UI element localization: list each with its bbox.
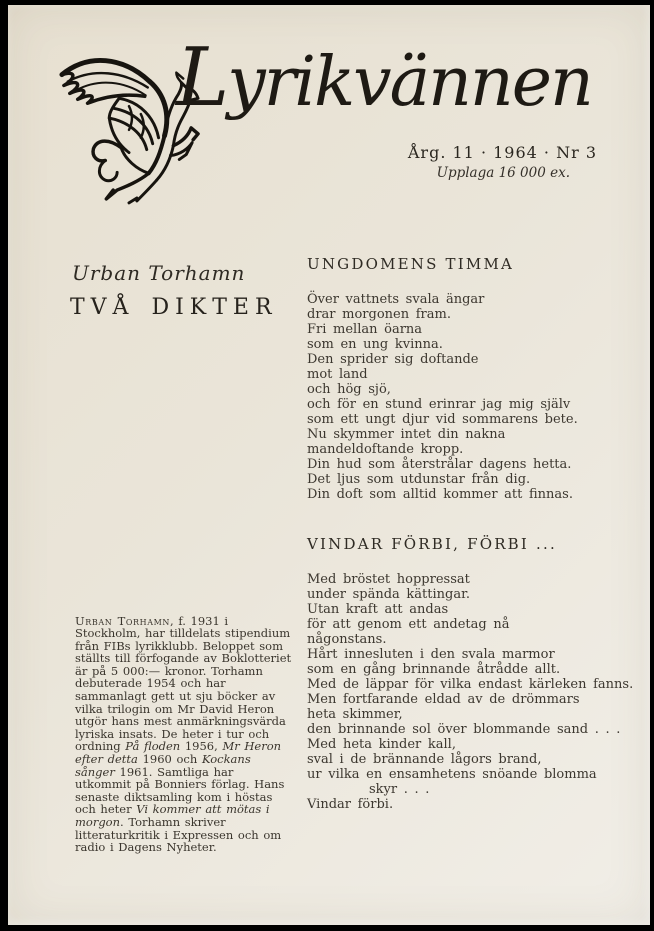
poem-line: som en gång brinnande åtrådde allt. xyxy=(307,662,561,677)
poem-line: någonstans. xyxy=(307,632,387,647)
bio-run: Mr Heron efter detta xyxy=(75,739,282,767)
bio-run: 1960 och xyxy=(137,752,202,767)
poem-line: Hårt innesluten i den svala marmor xyxy=(307,647,555,662)
poem-title: UNGDOMENS TIMMA xyxy=(307,255,515,273)
poem-line: mandeldoftande kropp. xyxy=(307,442,464,457)
poem-line: Det ljus som utdunstar från dig. xyxy=(307,472,531,487)
bio-run: 1956, xyxy=(180,739,223,754)
poem-line: den brinnande sol över blommande sand . . . xyxy=(307,722,621,737)
poem-line: ur vilka en ensamhetens snöande blomma xyxy=(307,767,597,782)
poem-line: under spända kättingar. xyxy=(307,587,471,602)
poem-line: Med bröstet hoppressat xyxy=(307,572,470,587)
poem-line: heta skimmer, xyxy=(307,707,403,722)
bio-run: . Torhamn skriver litteraturkritik i Expressen och om radio i Dagens Nyheter. xyxy=(75,815,282,855)
author-name: Urban Torhamn xyxy=(72,261,246,285)
poem-line: Vindar förbi. xyxy=(307,797,394,812)
poem-line: Med heta kinder kall, xyxy=(307,737,456,752)
poem-body xyxy=(307,572,634,812)
bio-text xyxy=(75,615,293,854)
bio-run: På floden xyxy=(125,739,181,754)
poem-line: som ett ungt djur vid sommarens bete. xyxy=(307,412,578,427)
bio-run: Kockans sånger xyxy=(75,752,251,779)
poem-line: Utan kraft att andas xyxy=(307,602,449,617)
poem-line: och för en stund erinrar jag mig själv xyxy=(307,397,571,412)
poem-line: Din hud som återstrålar dagens hetta. xyxy=(307,457,572,472)
poem-line: för att genom ett andetag nå xyxy=(307,617,510,632)
poem-line: Din doft som alltid kommer att finnas. xyxy=(307,487,573,502)
poem-line: drar morgonen fram. xyxy=(307,307,451,322)
poem-line: Men fortfarande eldad av de drömmars xyxy=(307,692,580,707)
poem-line: Nu skymmer intet din nakna xyxy=(307,427,506,442)
poem-line: Den sprider sig doftande xyxy=(307,352,479,367)
magazine-title: Lyrikvännen xyxy=(176,31,592,124)
poem-line: mot land xyxy=(307,367,368,382)
poem-line: Över vattnets svala ängar xyxy=(307,292,485,307)
bio-run: Urban Torhamn xyxy=(75,613,171,628)
bio-run: , f. 1931 i Stockholm, har tilldelats stipendium från FIBs lyrikklubb. Beloppet som ställts till förfogande av Boklotteriet är på 5 000:— kronor. Torhamn debuterade 1954 och har sammanlagt gett ut sju böcker av vilka trilogin om Mr David Heron utgör hans mest anmärkningsvärda lyriska insats. De heter i tur och ordning xyxy=(75,613,292,754)
poem-body xyxy=(307,292,627,502)
poem-line: sval i de brännande lågors brand, xyxy=(307,752,542,767)
bio-run: 1961. Samtliga har utkommit på Bonniers förlag. Hans senaste diktsamling kom i höstas och heter xyxy=(75,764,285,817)
poem-line: som en ung kvinna. xyxy=(307,337,443,352)
poem-title: VINDAR FÖRBI, FÖRBI ... xyxy=(307,535,557,553)
circulation-info: Upplaga 16 000 ex. xyxy=(436,165,570,181)
issue-info: Årg. 11 · 1964 · Nr 3 xyxy=(407,143,597,162)
article-title: TVÅ DIKTER xyxy=(70,295,278,320)
poem-ungdomens-timma xyxy=(307,255,627,502)
poem-line: skyr . . . xyxy=(369,782,430,797)
poem-line: och hög sjö, xyxy=(307,382,391,397)
bio-run: Vi kommer att mötas i morgon xyxy=(75,802,270,829)
magazine-page xyxy=(8,5,650,925)
poem-vindar-forbi xyxy=(307,535,634,812)
poem-line: Med de läppar för vilka endast kärleken fanns. xyxy=(307,677,634,692)
poem-line: Fri mellan öarna xyxy=(307,322,423,337)
